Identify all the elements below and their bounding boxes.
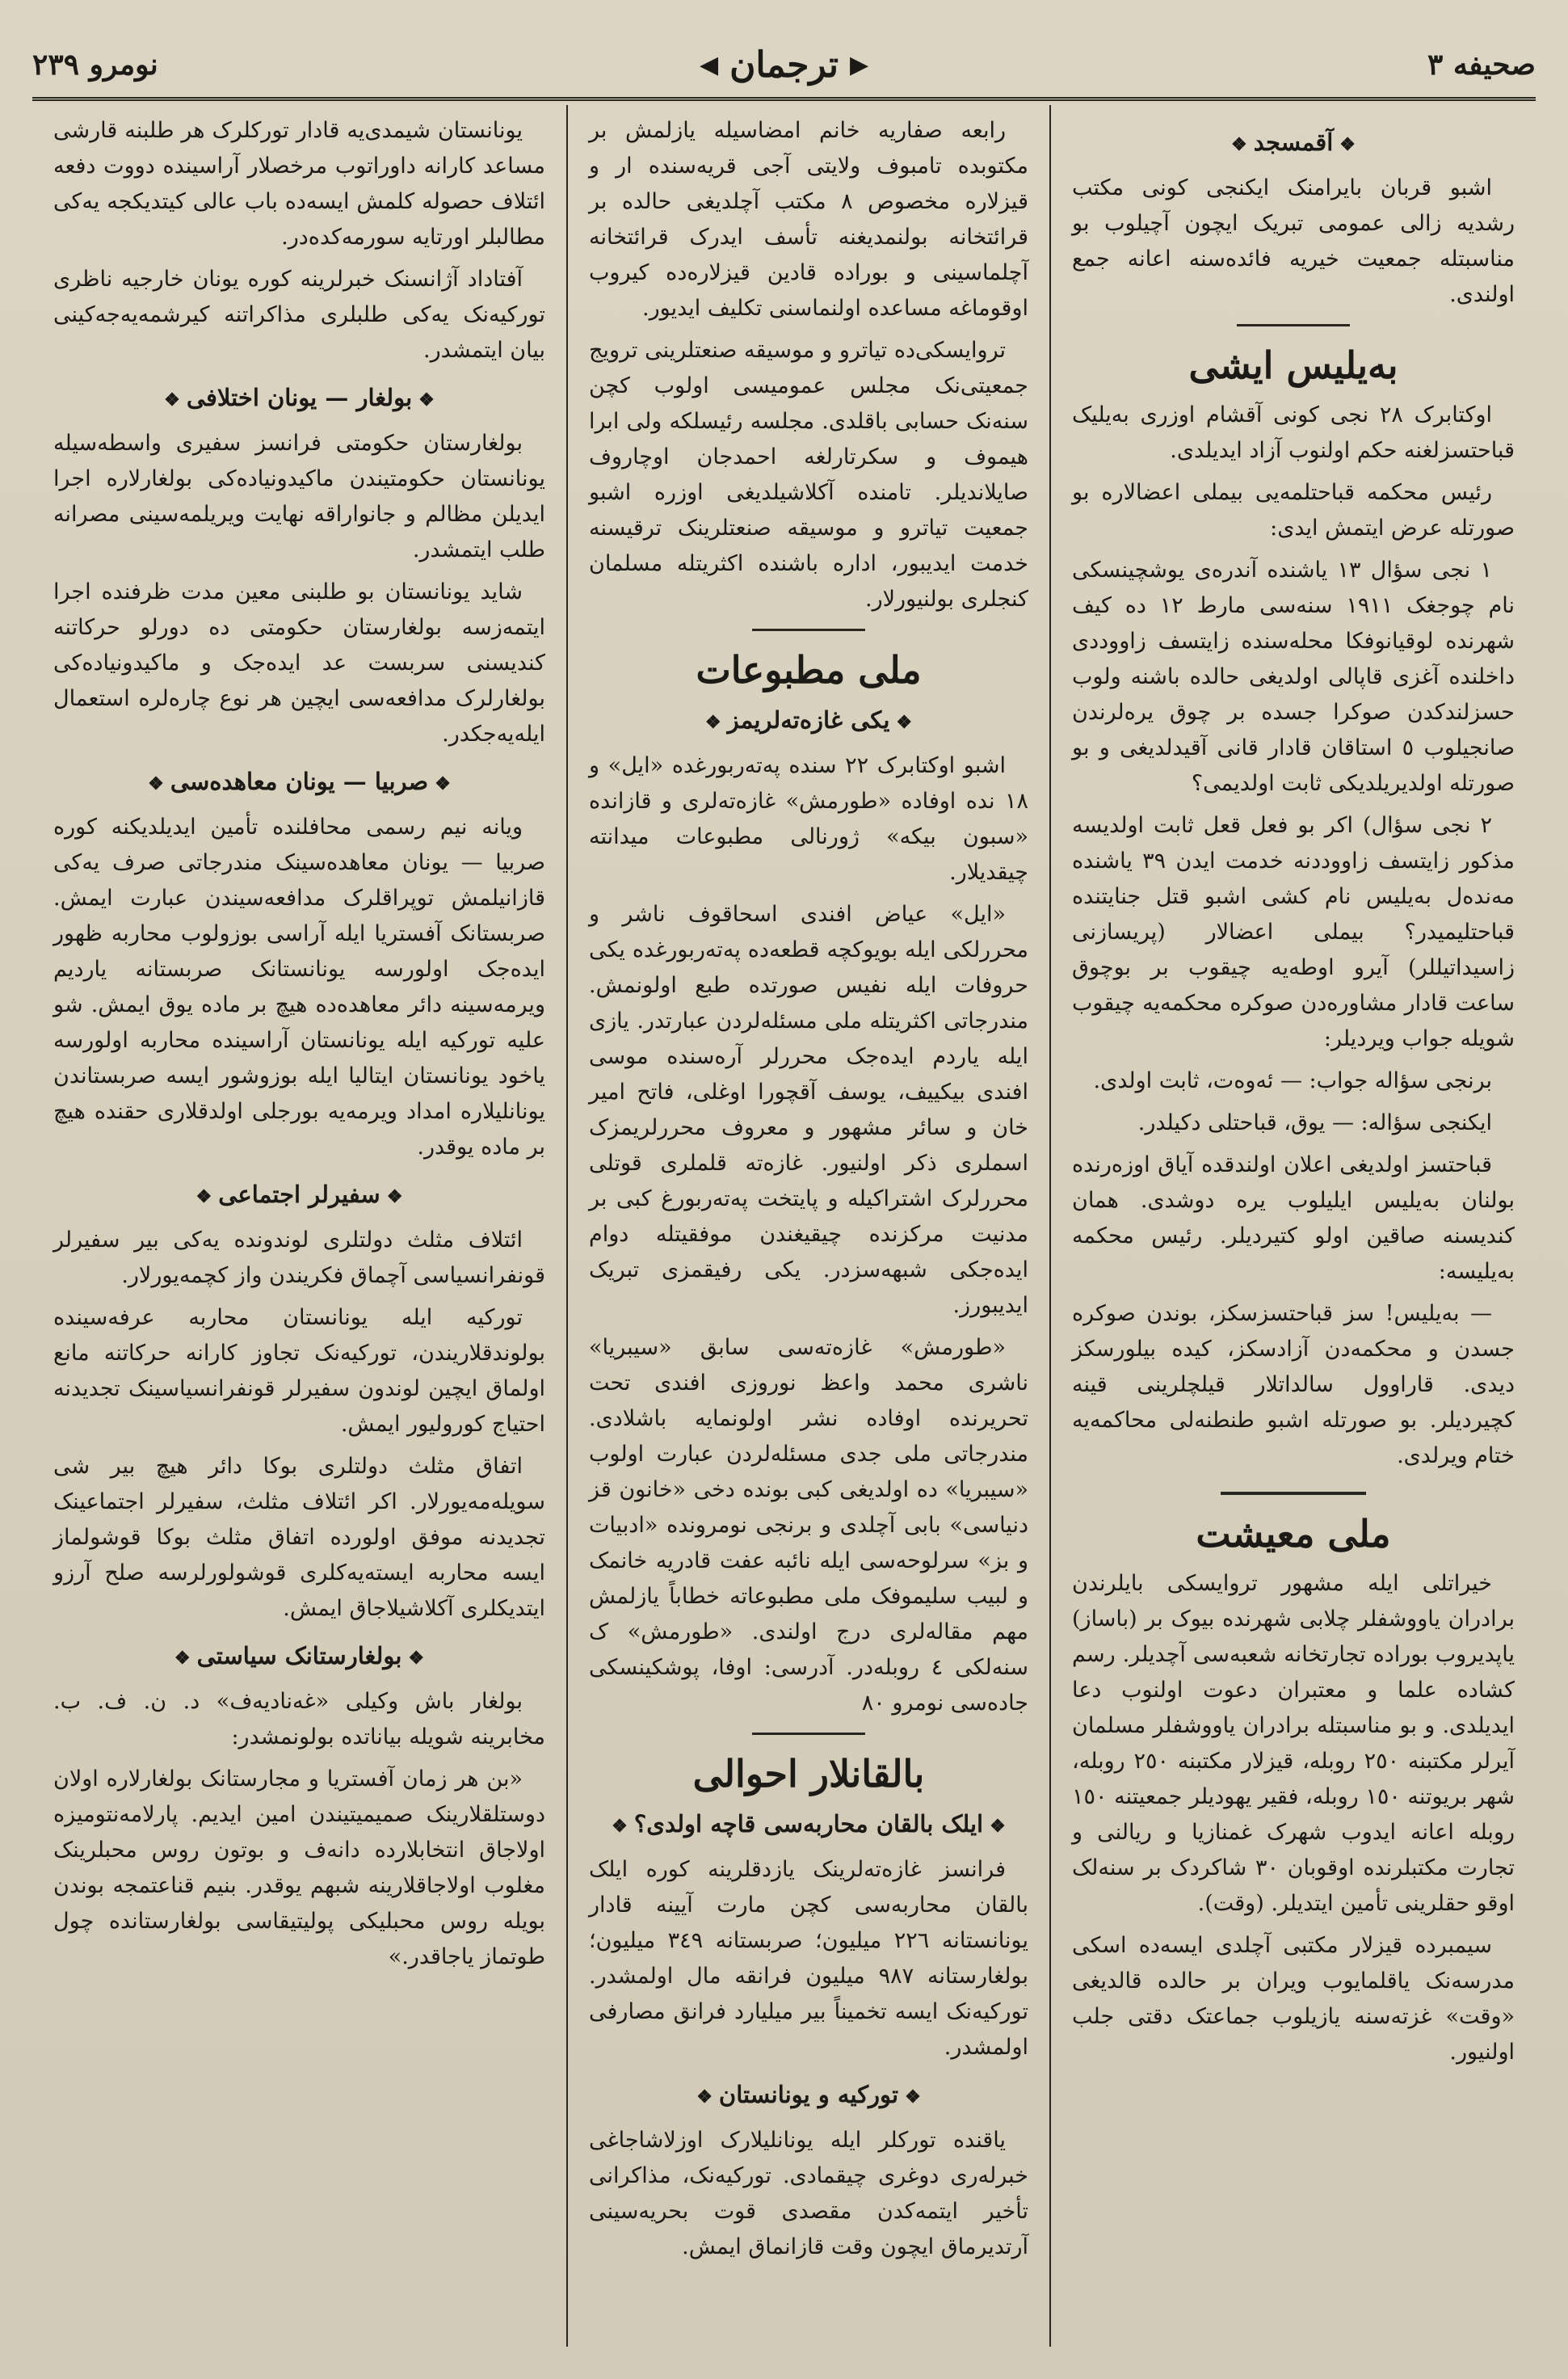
paragraph: «طورمش» غازه‌ته‌سی سابق «سیبریا» ناشری محمد واعظ نوروزی افندی تحت تحریرنده اوفاده نشر اولونمایه باشلادی. مندرجاتی ملی جدی مسئله‌لردن عبارت اولوب «سیبریا» ده اولدیغی کبی بونده دخی «خانون قز دنیاسی» بابی آچلدی و برنجی نومرونده «ادبیات و بز» سرلوحه‌سی ایله نائبه عفت قادریه خانمک و لبیب سلیموفک ملی مطبوعاته خطاباً یازلمش مهم مقاله‌لری درج اولندی. «طورمش» ک سنه‌لکی ٤ روبله‌در. آدرسی: اوفا، پوشکینسکی جاده‌سی نومرو ٨٠ [589,1335,1028,1716]
paragraph: یونانستان شیمدی‌یه قادار تورکلرک هر طلبنه قارشی مساعد کارانه داوراتوب مرخصلار آراسینده دووت دفعه ائتلاف حصوله کلمش ایسه‌ده باب عالی کیتدیکجه یه‌کی مطالبلر اورتایه سورمه‌کده‌در. [53,118,545,250]
section-subheading: ❖ایلک بالقان محاربه‌سی قاچه اولدی؟❖ [612,1810,1006,1838]
paragraph: بولغار باش وکیلی «غه‌نادیه‌ف» د. ن. ف. ب. مخابرینه شویله بیاناتده بولونمشدر: [53,1689,545,1750]
paragraph: ائتلاف مثلث دولتلری لوندونده یه‌کی بیر سفیرلر قونفرانسیاسی آچماق فکریندن واز کچمه‌یورلار. [53,1227,545,1288]
page-number: صحیفه ٣ [1427,48,1536,82]
ornament-right-icon: ▶ [849,50,869,79]
left-column [32,105,566,2347]
paragraph: فرانسز غازه‌ته‌لرینک یازدقلرینه کوره ایلک بالقان محاربه‌سی کچن مارت آیینه قادار یونانستانه ٢٢٦ میلیون؛ صربستانه ٣٤٩ میلیون؛ بولغارستانه ٩٨٧ میلیون فرانقه مال اولمشدر. تورکیه‌نک ایسه تخمیناً بیر میلیارد فرانق مصارفی اولمشدر. [589,1857,1028,2060]
paragraph: خیراتلی ایله مشهور تروایسکی بایلرندن برادران یاووشفلر چلابی شهرنده بیوک بر (باساز) یاپدیروب بوراده تجارتخانه شعبه‌سی آچدیلر. رسم کشاده علما و معتبران دعوت اولنوب دعا ایدیلدی. و بو مناسبتله برادران یاووشفلر مسلمان آیرلر مکتبنه ٢٥٠ روبله، قیزلار مکتبنه ٢٥٠ روبله، شهر بریوتنه ١٥٠ روبله، فقیر یهودیلر جمعیتنه ١٥٠ روبله اعانه ایدوب شهرک غمنازیا و ریالنی و تجارت مکتبلرنده اوقوبان ٣٠ شاکردک بر سنه‌لک اوقو حقلرینی تأمین ایتدیلر. (وقت). [1072,1571,1515,1916]
section-heading: بالقانلار احوالی [692,1752,925,1796]
paragraph: ایکنجی سؤاله: — یوق، قباحتلی دکیلدر. [1137,1110,1492,1135]
paragraph: رابعه صفاریه خانم امضاسیله یازلمش بر مکتوبده تامبوف ولایتی آجی قریه‌سنده ار و قیزلاره مخصوص ٨ مکتب آچلدیغی حالده بر قرائتخانه بولنمدیغنه تأسف ایدرک قرائتخانه آچلماسینی و بوراده قادین قیزلاره‌ده کیروب اوقوماغه مساعده اولنماسنی تکلیف ایدیور. [589,118,1028,321]
newspaper-title [700,44,868,86]
paragraph: رئیس محکمه قباحتلمەیی بیملی اعضالاره بو صورتله عرض ایتمش ایدی: [1072,480,1515,541]
middle-column [566,105,1051,2347]
issue-number: نومرو ٢٣٩ [32,48,158,82]
paragraph: بولغارستان حکومتی فرانسز سفیری واسطه‌سیله یونانستان حکومتیندن ماکیدونیاده‌کی بولغارلاره اجرا ایدیلن مظالم و جانواراقه نهایت ویریلمه‌سینی مصرانه طلب ایتمشدر. [53,431,545,562]
section-subheading: ❖آقمسجد❖ [1231,128,1356,156]
section-heading: ملی معیشت [1196,1512,1391,1556]
section-heading: ملی مطبوعات [696,648,922,692]
divider [1221,1492,1366,1495]
columns [32,105,1536,2347]
paragraph: — بەیلیس! سز قباحتسزسکز، بوندن صوکره جسدن و محکمه‌دن آزادسکز، کیده بیلورسکز دیدی. قاراوول سالداتلار قیلچلرینی قینه کچیردیلر. بو صورتله اشبو طنطنه‌لی محاکمه‌یه ختام ویرلدی. [1072,1301,1515,1468]
paragraph: اشبو اوکتابرک ٢٢ سنده پەتەربورغده «ایل» و ١٨ نده اوفاده «طورمش» غازه‌ته‌لری و قازانده «سبون بیکه» ژورنالی مطبوعات میدانته چیقدیلار. [589,753,1028,885]
paragraph: سیمبرده قیزلار مکتبی آچلدی ایسه‌ده اسکی مدرسه‌نک یاقلمایوب ویران بر حالده قالدیغی «وقت» غزته‌سنه یازیلوب جماعتک دقتی جلب اولنیور. [1072,1933,1515,2065]
paragraph: آفتاداد آژانسنک خبرلرینه کوره یونان خارجیه ناظری تورکیه‌نک یه‌کی طلبلری مذاکراتنه کیرشمه‌یه‌جه‌کینی بیان ایتمشدر. [53,267,545,363]
section-subheading: ❖یکی غازه‌ته‌لریمز❖ [704,706,913,734]
section-subheading: ❖بولغار — یونان اختلافی❖ [164,384,435,411]
title-text: ترجمان [729,44,839,86]
section-subheading: ❖بولغارستانک سیاستی❖ [174,1642,425,1670]
divider [752,629,865,631]
ornament-left-icon: ◀ [699,50,719,79]
paragraph: اوکتابرک ٢٨ نجی کونی آقشام اوزری بەیلیک قباحتسزلغنه حکم اولنوب آزاد ایدیلدی. [1072,402,1515,463]
section-subheading: ❖تورکیه و یونانستان❖ [696,2081,921,2108]
masthead [32,32,1536,101]
section-subheading: ❖صربیا — یونان معاهده‌سی❖ [148,768,451,795]
divider [752,1733,865,1735]
right-column [1051,105,1536,2347]
paragraph: «ایل» عیاض افندی اسحاقوف ناشر و محررلکی ایله بویوکچه قطعه‌ده پەتەربورغده یکی حروفات ایله نفیس صورتده طبع اولونمش. مندرجاتی اکثریتله ملی مسئله‌لردن عبارتدر. یازی ایله یاردم ایده‌جک محررلر آره‌سنده موسی افندی بیکییف، یوسف آقچورا اوغلی، فاتح امیر خان و سائر مشهور و معروف محررلریمزک اسملری ذکر اولنیور. غازه‌ته قلملری قوتلی محررلرک اشتراکیله و پایتخت پەتەربورغ کبی بر مدنیت مرکزنده چیقیغندن موفقیتله دوام ایده‌جکی شبهه‌سزدر. یکی رفیقمزی تبریک ایدیبورز. [589,902,1028,1318]
paragraph: قباحتسز اولدیغی اعلان اولندقده آیاق اوزەرنده بولنان بەیلیس ایلیلوب یره دوشدی. همان کندیسنه صاقین اولو کتیردیلر. رئیس محکمه بەیلیسه: [1072,1152,1515,1284]
section-subheading: ❖سفیرلر اجتماعی❖ [195,1181,403,1208]
paragraph: ٢ نجی سؤال) اکر بو فعل قعل ثابت اولدیسه مذکور زایتسف زاووددنه خدمت ایدن ٣٩ یاشنده مەندەل بەیلیس نام کشی اشبو قتل جنایتنده قباحتلیمیدر؟ بیملی اعضالار (پریسازنی زاسیداتیللر) آیرو اوطه‌یه چیقوب بر بوچوق ساعت قادار مشاوره‌دن صوکره محکمه‌یه چیقوب شویله جواب ویردیلر: [1072,813,1515,1051]
paragraph: یاقنده تورکلر ایله یونانلیلارک اوزلاشاجاغی خبرلەری دوغری چیقمادی. تورکیه‌نک، مذاکرانی تأخیر ایتمه‌کدن مقصدی قوت بحریه‌سینی آرتدیرماق ایچون وقت قازانماق ایمش. [589,2128,1028,2259]
paragraph: تروایسکی‌ده تیاترو و موسیقه صنعتلرینی ترویج جمعیتی‌نک مجلس عمومیسی اولوب کچن سنه‌نک حسابی باقلدی. مجلسه رئیسلکه ولی ابرا هیموف و سکرتارلغه احمدجان اوچاروف صایلاندیلر. تامنده آکلاشیلدیغی اوزره اشبو جمعیت تیاترو و موسیقه صنعتلرینک ترقیسنه خدمت ایدیبور، اداره باشنده اکثریتله مسلمان کنجلری بولنیورلار. [589,338,1028,612]
paragraph: برنجی سؤاله جواب: — ئەوەت، ثابت اولدی. [1093,1068,1492,1093]
paragraph: تورکیه ایله یونانستان محاربه عرفه‌سینده بولوندقلاریندن، تورکیه‌نک تجاوز کارانه حرکاتنه مانع اولماق ایچین لوندون سفیرلر قونفرانسیاسینک تجدیدنه احتیاج کورولیور ایمش. [53,1305,545,1437]
paragraph: ١ نجی سؤال ١٣ یاشنده آندرەی یوشچینسکی نام چوجغک ١٩١١ سنەسی مارط ١٢ ده کیف شهرنده لوقیانوفکا محله‌سنده زایتسف زاووددی داخلنده آغزی قاپالی اولدیغی حالده باشنه ولوب حسزلندکدن صوکرا جسده بر چوق یره‌لرندن صانجیلوب ٥ استاقان قادار قانی آقیدلدیغی و بو صورتله اولدیریلدیکی ثابت اولدیمی؟ [1072,558,1515,796]
paragraph: شاید یونانستان بو طلبنی معین مدت ظرفنده اجرا ایتمه‌زسه بولغارستان حکومتی ده دورلو حرکاتنه کندیسنی سربست عد ایده‌جک و ماکیدونیاده‌کی بولغارلرک مدافعه‌سی ایچین هر نوع چاره‌لره استعمال ایله‌یه‌جکدر. [53,579,545,747]
paragraph: اتفاق مثلث دولتلری بوکا دائر هیچ بیر شی سویله‌مه‌یورلار. اکر ائتلاف مثلث، سفیرلر اجتماعینک تجدیدنه موفق اولورده اتفاق مثلث بوکا قوشولماز ایسه محاربه ایسته‌یه‌کلری قوشولورلرسه صلح آرزو ایتدیکلری آکلاشیلاجاق ایمش. [53,1454,545,1621]
paragraph: ویانه نیم رسمی محافلنده تأمین ایدیلدیکنه کوره صربیا — یونان معاهده‌سینک مندرجاتی صرف یه‌کی قازانیلمش توپراقلرک مدافعه‌سیندن عبارت ایمش. صربستانک آفستریا ایله آراسی بوزولوب محاربه ظهور ایده‌جک اولورسه یونانستانک صربستانه یاردیم ویرمه‌سینه دائر معاهده‌ده هیچ بر ماده یوق ایمش. شو علیه تورکیه ایله یونانستان آراسینده محاربه اولورسه یاخود یونانستان ایتالیا ایله بوزوشور ایسه صربستاندن یونانلیلاره امداد ویرمه‌یه بورجلی اولدقلاری حقنده هیچ بر ماده یوقدر. [53,815,545,1160]
paragraph: «بن هر زمان آفستریا و مجارستانک بولغارلاره اولان دوستلقلارینک صمیمیتیندن امین ایدیم. پارلامەنتومیزه اولاجاق انتخابلارده دانه‌ف و بوتون روس محبلرینک مغلوب اولاجاقلارینه شبهم یوقدر. بنیم قناعتمجه بوندن بویله روس محبلیکی پولیتیقاسی بولغارستانده چول طوتماز یاجاقدر.» [53,1766,545,1969]
paragraph: اشبو قربان بایرامنک ایکنجی کونی مکتب رشدیه زالی عمومی تبریک ایچون آچیلوب بو مناسبتله جمعیت خیریه فائده‌سنه اعانه جمع اولندی. [1072,175,1515,307]
divider [1237,324,1350,326]
section-heading: بەیلیس ایشی [1188,343,1398,387]
